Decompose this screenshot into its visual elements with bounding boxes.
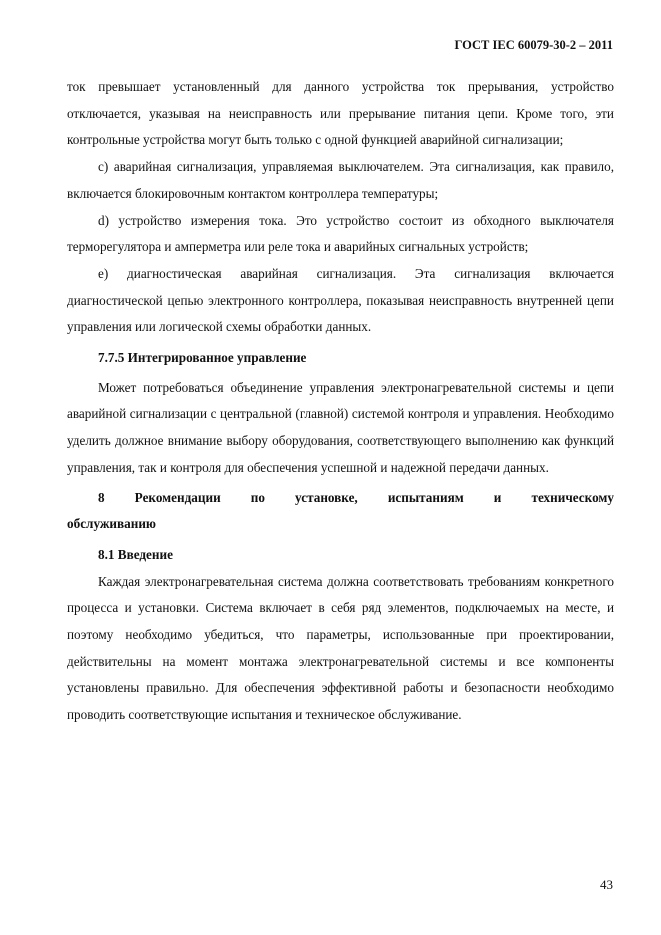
section-heading-8-1: 8.1 Введение <box>98 546 173 562</box>
document-header: ГОСТ IEC 60079-30-2 – 2011 <box>454 38 613 52</box>
page-body <box>67 74 614 729</box>
page-number: 43 <box>600 877 613 892</box>
list-item-d: d) устройство измерения тока. Это устройство состоит из обходного выключателя терморегулятора и амперметра или реле тока и аварийных сигнальных устройств; <box>67 212 614 255</box>
list-item-c: c) аварийная сигнализация, управляемая выключателем. Эта сигнализация, как правило, включается блокировочным контактом контроллера температуры; <box>67 159 614 201</box>
section-heading-7-7-5: 7.7.5 Интегрированное управление <box>98 350 307 366</box>
paragraph-continuation: ток превышает установленный для данного устройства ток прерывания, устройство отключается, указывая на неисправность или прерывание питания цепи. Кроме того, эти контрольные устройства могут быть только с одной функцией аварийной сигнализации; <box>67 79 614 148</box>
paragraph-integrated-control: Может потребоваться объединение управления электронагревательной системы и цепи аварийной сигнализации с центральной (главной) системой контроля и управления. Необходимо уделить должное внимание выбору оборудования, соответствующего выполнению как функций управления, так и контроля для обеспечения успешной и надежной передачи данных. <box>67 379 614 475</box>
section-heading-8: 8 Рекомендации по установке, испытаниям и техническому обслуживанию <box>67 489 614 532</box>
paragraph-introduction: Каждая электронагревательная система должна соответствовать требованиям конкретного процесса и установки. Система включает в себя ряд элементов, подключаемых на месте, и поэтому необходимо убедиться, что параметры, использованные при проектировании, действительны на момент монтажа электронагревательной системы и все компоненты установлены правильно. Для обеспечения эффективной работы и безопасности необходимо проводить соответствующие испытания и техническое обслуживание. <box>67 573 614 723</box>
list-item-e: е) диагностическая аварийная сигнализация. Эта сигнализация включается диагностической цепью электронного контроллера, показывая неисправность внутренней цепи управления или логической схемы обработки данных. <box>67 265 614 335</box>
